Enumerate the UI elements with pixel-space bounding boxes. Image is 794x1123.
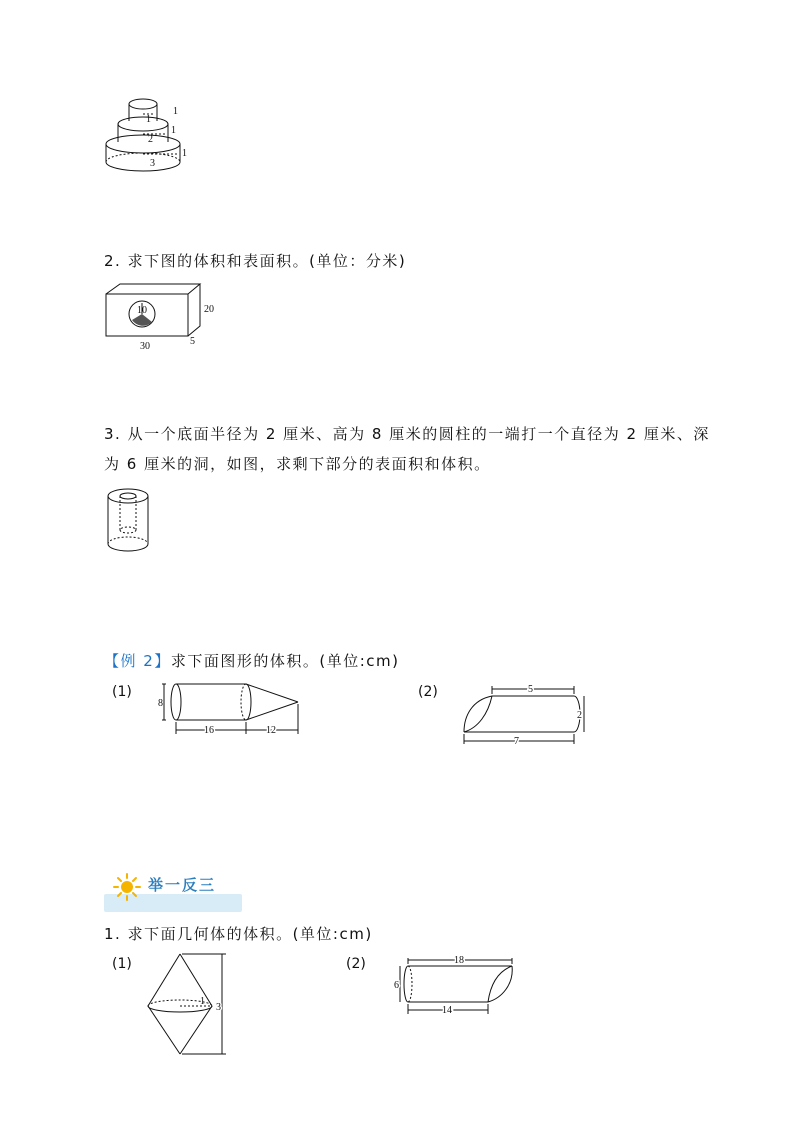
label-top-height: 1 — [173, 106, 178, 117]
double-cone-figure — [142, 950, 234, 1060]
example-2-sub-1: (1) — [112, 684, 132, 700]
label-box-height: 20 — [204, 304, 214, 315]
label-cylinder-diameter: 8 — [158, 698, 163, 709]
box-with-hole-figure — [100, 280, 220, 352]
example-2-heading — [104, 650, 399, 671]
label-diameter: 6 — [394, 980, 399, 991]
label-bot-height: 1 — [182, 148, 187, 159]
label-box-depth: 5 — [190, 336, 195, 347]
label-hole-diameter: 10 — [137, 305, 147, 316]
drilled-cylinder-figure — [102, 484, 154, 556]
label-mid-height: 1 — [171, 125, 176, 136]
sun-icon — [112, 872, 142, 902]
example-bracket-close: 】 — [154, 652, 171, 670]
label-cone-length: 12 — [266, 725, 276, 736]
label-bottom-length: 7 — [514, 736, 519, 747]
label-diameter: 2 — [577, 710, 582, 721]
practice-1-text: 1. 求下面几何体的体积。(单位:cm) — [104, 925, 373, 943]
label-radius: 1 — [200, 996, 205, 1007]
section-title: 举一反三 — [148, 876, 217, 894]
label-height: 3 — [216, 1002, 221, 1013]
label-bot-radius: 3 — [150, 158, 155, 169]
example-2-text: 求下面图形的体积。(单位:cm) — [170, 652, 400, 670]
label-box-length: 30 — [140, 341, 150, 352]
label-mid-radius: 2 — [148, 134, 153, 145]
slanted-cut-cylinder-figure — [394, 954, 520, 1020]
practice-sub-1: (1) — [112, 956, 132, 972]
problem-3-line-1: 3. 从一个底面半径为 2 厘米、高为 8 厘米的圆柱的一端打一个直径为 2 厘米、深 — [104, 425, 710, 443]
label-cylinder-length: 16 — [204, 725, 214, 736]
problem-3-line-2: 为 6 厘米的洞，如图，求剩下部分的表面积和体积。 — [104, 455, 491, 473]
example-2-sub-2: (2) — [418, 684, 438, 700]
label-top-length: 18 — [454, 955, 464, 966]
example-bracket-open: 【 — [104, 652, 121, 670]
label-top-length: 5 — [528, 684, 533, 695]
cut-cylinder-figure — [458, 680, 588, 748]
cylinder-cone-figure — [158, 678, 304, 740]
problem-2-text: 2. 求下图的体积和表面积。(单位：分米) — [104, 252, 407, 270]
practice-sub-2: (2) — [346, 956, 366, 972]
example-number: 例 2 — [120, 652, 155, 670]
stacked-cylinders-figure — [100, 92, 200, 182]
label-bottom-length: 14 — [442, 1005, 452, 1016]
label-top-radius: 1 — [146, 114, 151, 125]
